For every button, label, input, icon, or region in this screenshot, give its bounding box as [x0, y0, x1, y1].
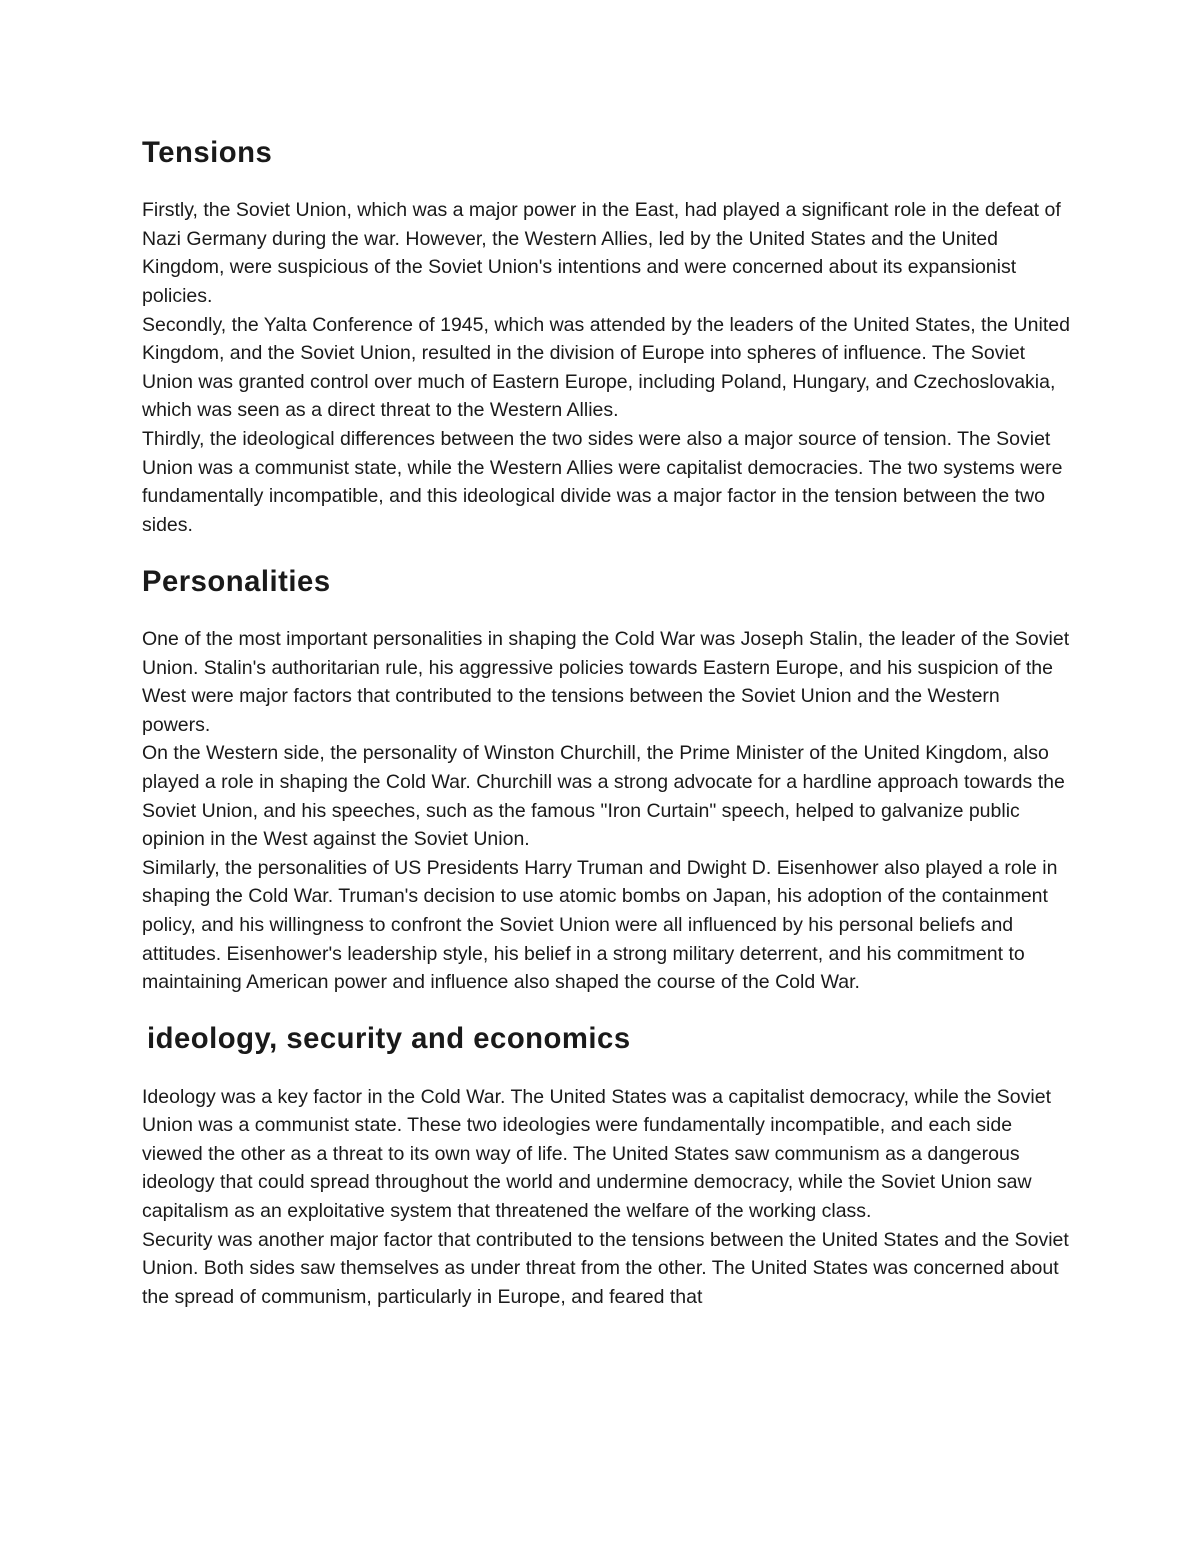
spacer [142, 597, 1072, 626]
paragraph: Security was another major factor that contributed to the tensions between the United States and the Soviet Union. Both sides saw themselves as under threat from the other. The United States was concerned about the spread of communism, particularly in Europe, and feared that [142, 1228, 1069, 1308]
paragraph: Secondly, the Yalta Conference of 1945, which was attended by the leaders of the United States, the United Kingdom, and the Soviet Union, resulted in the division of Europe into spheres of influence. The Soviet Union was granted control over much of Eastern Europe, including Poland, Hungary, and Czechoslovakia, which was seen as a direct threat to the Western Allies. [142, 313, 1070, 422]
document-page [142, 139, 1072, 1311]
spacer [142, 168, 1072, 197]
paragraph: Thirdly, the ideological differences between the two sides were also a major source of tension. The Soviet Union was a communist state, while the Western Allies were capitalist democracies. The two systems were fundamentally incompatible, and this ideological divide was a major factor in the tension between the two sides. [142, 427, 1063, 536]
spacer [142, 1054, 1072, 1083]
section-heading-personalities: Personalities [142, 565, 331, 598]
paragraph: Ideology was a key factor in the Cold War. The United States was a capitalist democracy, while the Soviet Union was a communist state. These two ideologies were fundamentally incompatible, and each side viewed the other as a threat to its own way of life. The United States saw communism as a dangerous ideology that could spread throughout the world and undermine democracy, while the Soviet Union saw capitalism as an exploitative system that threatened the welfare of the working class. [142, 1085, 1051, 1222]
paragraph: One of the most important personalities in shaping the Cold War was Joseph Stalin, the leader of the Soviet Union. Stalin's authoritarian rule, his aggressive policies towards Eastern Europe, and his suspicion of the West were major factors that contributed to the tensions between the Soviet Union and the Western powers. [142, 628, 1070, 736]
spacer [142, 997, 1072, 1026]
spacer [142, 539, 1072, 568]
paragraph: Firstly, the Soviet Union, which was a major power in the East, had played a significant role in the defeat of Nazi Germany during the war. However, the Western Allies, led by the United States and the United Kingdom, were suspicious of the Soviet Union's intentions and were concerned about its expansionist policies. [142, 199, 1061, 307]
paragraph: On the Western side, the personality of Winston Churchill, the Prime Minister of the United Kingdom, also played a role in shaping the Cold War. Churchill was a strong advocate for a hardline approach towards the Soviet Union, and his speeches, such as the famous "Iron Curtain" speech, helped to galvanize public opinion in the West against the Soviet Union. [142, 742, 1065, 851]
section-heading-ideology-security-economics: ideology, security and economics [147, 1023, 631, 1056]
section-heading-tensions: Tensions [142, 137, 273, 169]
paragraph: Similarly, the personalities of US Presidents Harry Truman and Dwight D. Eisenhower also played a role in shaping the Cold War. Truman's decision to use atomic bombs on Japan, his adoption of the containment policy, and his willingness to confront the Soviet Union were all influenced by his personal beliefs and attitudes. Eisenhower's leadership style, his belief in a strong military deterrent, and his commitment to maintaining American power and influence also shaped the course of the Cold War. [142, 856, 1058, 994]
